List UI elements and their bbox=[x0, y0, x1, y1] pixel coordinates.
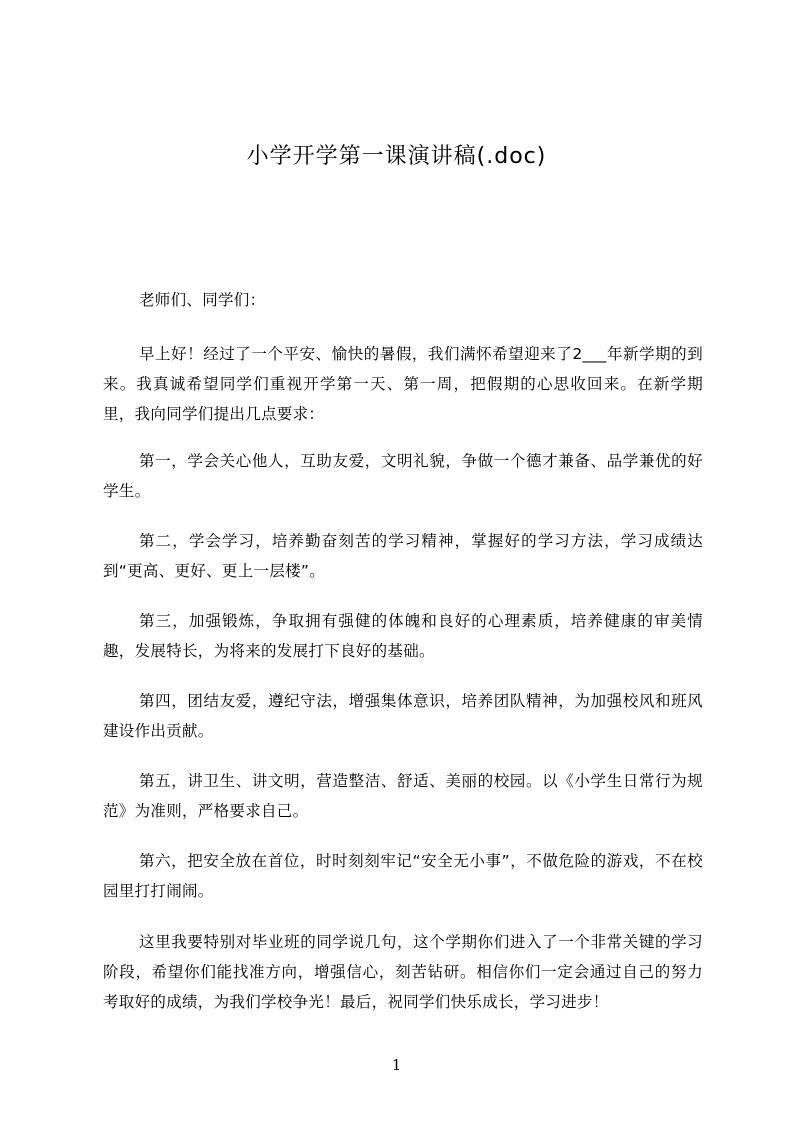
paragraph-point-3: 第三，加强锻炼，争取拥有强健的体魄和良好的心理素质，培养健康的审美情趣，发展特长，为将来的发展打下良好的基础。 bbox=[103, 612, 703, 660]
paragraph-greeting: 早上好！经过了一个平安、愉快的暑假，我们满怀希望迎来了2___年新学期的到来。我真诚希望同学们重视开学第一天、第一周，把假期的心思收回来。在新学期里，我向同学们提出几点要求： bbox=[103, 345, 703, 423]
document-title: 小学开学第一课演讲稿(.doc) bbox=[246, 144, 547, 169]
paragraph-point-2: 第二，学会学习，培养勤奋刻苦的学习精神，掌握好的学习方法，学习成绩达到“更高、更好、更上一层楼”。 bbox=[103, 532, 703, 580]
salutation: 老师们、同学们： bbox=[139, 291, 266, 309]
paragraph-point-1: 第一，学会关心他人，互助友爱，文明礼貌，争做一个德才兼备、品学兼优的好学生。 bbox=[103, 452, 703, 500]
paragraph-point-5: 第五，讲卫生、讲文明，营造整洁、舒适、美丽的校园。以《小学生日常行为规范》为准则，严格要求自己。 bbox=[103, 772, 703, 820]
paragraph-point-4: 第四，团结友爱，遵纪守法，增强集体意识，培养团队精神，为加强校风和班风建设作出贡献。 bbox=[103, 692, 703, 740]
paragraph-point-6: 第六，把安全放在首位，时时刻刻牢记“安全无小事”，不做危险的游戏，不在校园里打打闹闹。 bbox=[103, 852, 703, 900]
paragraph-closing: 这里我要特别对毕业班的同学说几句，这个学期你们进入了一个非常关键的学习阶段，希望你们能找准方向，增强信心，刻苦钻研。相信你们一定会通过自己的努力考取好的成绩，为我们学校争光！最后，祝同学们快乐成长，学习进步！ bbox=[103, 933, 703, 1011]
page-number: 1 bbox=[391, 1056, 402, 1074]
